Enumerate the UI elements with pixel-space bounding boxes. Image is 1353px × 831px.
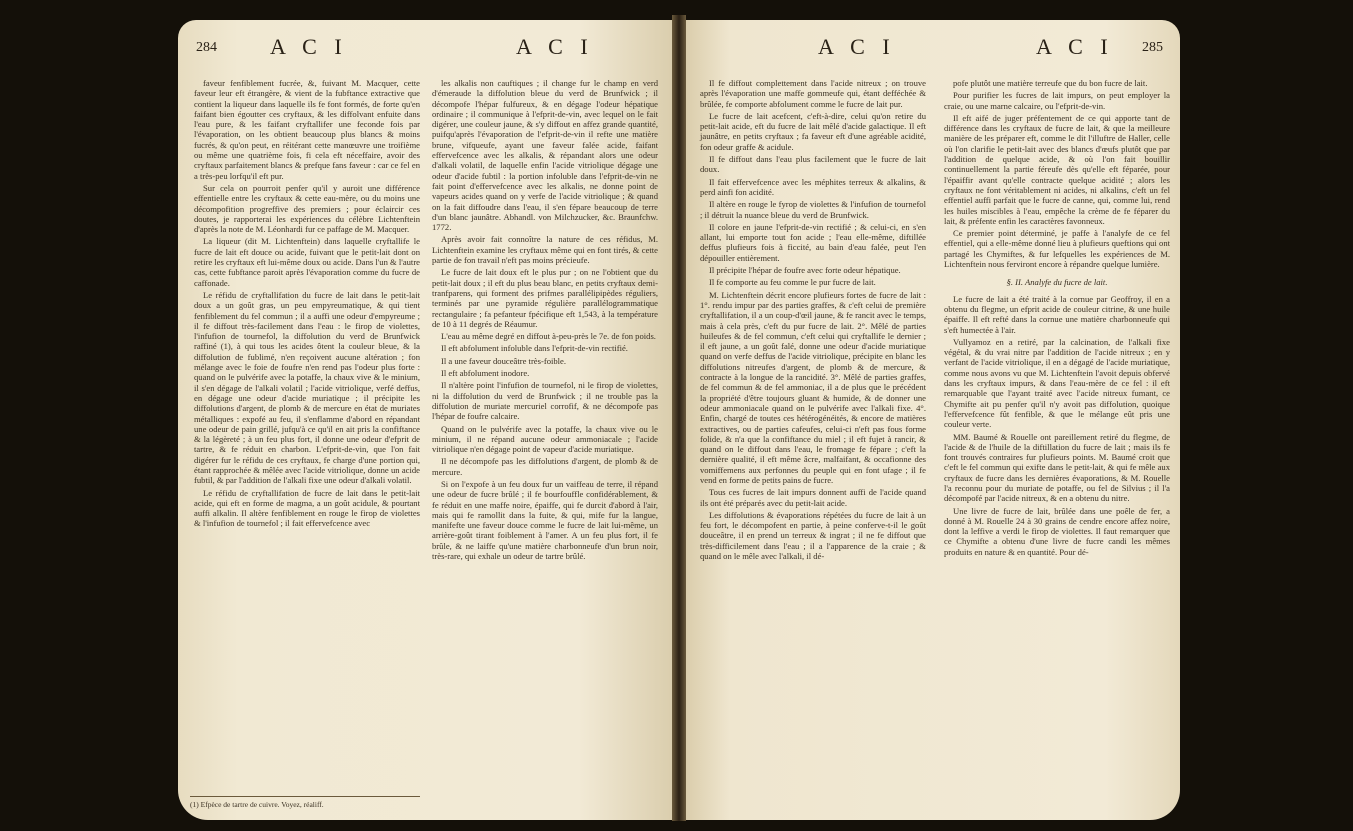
paragraph: Les diffolutions & évaporations répétées du fucre de lait à un feu fort, le décompofent en partie, à peine conferve-t-il le goût douceâtre, il en prend un terreux & ingrat ; il ne fe diffout que très-difficilement dans l'eau ; il a l'apparence de la craie ; & quand on le mêle avec l'alkali, il dé- xyxy=(700,509,926,562)
paragraph: Le fucre de lait a été traité à la cornue par Geoffroy, il en a obtenu du flegme, un efprit acide de couleur citrine, & une huile épaiffe. Il eft refté dans la cornue une matière charbonneufe qui s'eft humectée à l'air. xyxy=(944,293,1170,335)
paragraph: Le fucre de lait acefcent, c'eft-à-dire, celui qu'on retire du petit-lait acide, eft du fucre de lait mêlé d'acide galactique. Il eft jaunâtre, en petits cryftaux ; fa faveur eft d'une agréable acidité, fon odeur graffe & acidule. xyxy=(700,110,926,152)
right-running-head-2: A C I xyxy=(1036,34,1114,59)
paragraph: Le réfidu de cryftallifation de fucre de lait dans le petit-lait acide, qui eft en forme de magma, a un goût acidule, & pourtant auffi alkalin. Il altère fenfiblement en rouge le firop de violettes & l'infufion de tournefol ; il fait effervefcence avec xyxy=(194,487,420,529)
right-page-number: 285 xyxy=(1142,40,1163,55)
paragraph: M. Lichtenftein décrit encore plufieurs fortes de fucre de lait : 1°. rendu impur par des parties graffes, & c'eft celui de première cryftallifation, il a un coup-d'œil jaune, & fe rancit avec le temps, mais à cela près, c'eft du pur fucre de lait. 2°. Mêlé de parties huileufes & de fel commun, c'eft celui qui cryftallife le dernier ; il eft jaune, a un goût falé, donne une odeur d'acide muriatique quand on verfe deffus de l'acide vitriolique, précipite en blanc les diffolutions nitreufes d'argent, de plomb & de mercure, & contracte à la longue de la rancidité. 3°. Mêlé de parties graffes, de fel commun & de fel ammoniac, il a de plus que le précédent la propriété d'être toujours gluant & humide, & de donner une odeur ammoniacale quand on le pulvérife avec l'alkali fixe. 4°. Enfin, chargé de toutes ces hétérogénéités, & encore de matières extractives, ou de parties cafeufes, celui-ci n'eft pas fous forme folide, & n'a que la confiftance du miel ; il eft fujet à rancir, & quand on le diffout dans l'eau, le fromage fe fépare ; c'eft la dernière qualité, il eft même âcre, malfaifant, & occafionne des vomiffemens aux perfonnes du peuple qui en font ufage ; il fe vend en forme de petits pains de fucre. xyxy=(700,289,926,485)
paragraph: Il précipite l'hépar de foufre avec forte odeur hépatique. xyxy=(709,265,901,276)
left-column-2 xyxy=(432,78,658,778)
book-gutter xyxy=(672,15,686,821)
paragraph: Quand on le pulvérife avec la potaffe, la chaux vive ou le minium, il ne répand aucune odeur ammoniacale ; l'acide vitriolique n'en dégage point de vapeur d'acide muriatique. xyxy=(432,423,658,455)
paragraph: Il fe diffout complettement dans l'acide nitreux ; on trouve après l'évaporation une maffe gommeufe qui, étant defféchée & brûlée, fe comporte abfolument comme le fucre de lait pur. xyxy=(700,78,926,109)
paragraph: Il colore en jaune l'efprit-de-vin rectifié ; & celui-ci, en s'en allant, lui emporte tout fon acide ; l'eau elle-même, diftillée deffus plufieurs fois à ficcité, au bain d'eau falée, peut l'en dépouiller entièrement. xyxy=(700,221,926,263)
right-column-2 xyxy=(944,78,1170,778)
left-page-number: 284 xyxy=(196,40,217,55)
right-running-head: A C I xyxy=(818,34,896,59)
paragraph: Le fucre de lait doux eft le plus pur ; on ne l'obtient que du petit-lait doux ; il eft du plus beau blanc, en petits cryftaux demi-tranfparens, qui forment des prifmes parallélipipèdes réguliers, terminés par une pyramide régulière parallélogrammatique rectangulaire ; fa pefanteur fpécifique eft 1,543, à la température de 10 à 11 degrés de Réaumur. xyxy=(432,267,658,329)
paragraph: La liqueur (dit M. Lichtenftein) dans laquelle cryftallife le fucre de lait eft douce ou acide, fuivant que le petit-lait dont on retire les cryftaux eft lui-même doux ou acide. Dans l'un & l'autre cas, cette fubftance paroit après l'évaporation comme du fucre de caffonade. xyxy=(194,236,420,288)
paragraph: Ce premier point déterminé, je paffe à l'analyfe de ce fel effentiel, qui a elle-même donné lieu à plufieurs queftions qui ont partagé les Chymiftes, & fur lefquelles les expériences de M. Lichtenftein nous ferviront encore à répandre quelque lumière. xyxy=(944,228,1170,270)
paragraph: Il eft abfolument infoluble dans l'efprit-de-vin rectifié. xyxy=(441,343,628,354)
paragraph: Il eft abfolument inodore. xyxy=(441,368,530,379)
left-running-head-2: A C I xyxy=(516,34,594,59)
paragraph: Pour purifier les fucres de lait impurs, on peut employer la craie, ou une marne calcaire, ou l'efprit-de-vin. xyxy=(944,90,1170,111)
paragraph: L'eau au même degré en diffout à-peu-près le 7e. de fon poids. xyxy=(441,331,656,342)
paragraph: Tous ces fucres de lait impurs donnent auffi de l'acide quand ils ont été préparés avec du petit-lait acide. xyxy=(700,487,926,508)
paragraph: Il ne décompofe pas les diffolutions d'argent, de plomb & de mercure. xyxy=(432,456,658,477)
paragraph: Il fe diffout dans l'eau plus facilement que le fucre de lait doux. xyxy=(700,154,926,175)
right-column-1 xyxy=(700,78,926,778)
paragraph: pofe plutôt une matière terreufe que du bon fucre de lait. xyxy=(953,78,1148,88)
paragraph: Il n'altère point l'infufion de tournefol, ni le firop de violettes, ni la diffolution du verd de Brunfwick ; il ne trouble pas la diffolution de muriate mercuriel corrofif, & ne décompofe pas l'hépar de foufre calcaire. xyxy=(432,380,658,422)
paragraph: Le réfidu de cryftallifation du fucre de lait dans le petit-lait doux a un goût gras, un peu empyreumatique, & qui tient fenfiblement du fel commun ; il a auffi une odeur d'empyreume ; il fe diffout très-facilement dans l'eau : le firop de violettes, l'infufion de tournefol, la diffolution du verd de Brunfwick raffiné (1), à qui tous les acides ôtent la couleur bleue, & la diffolution de fublimé, n'en reçoivent aucune altération ; fon mélange avec le foie de foufre n'en rend pas l'odeur plus forte : quand on le pulvérife avec la potaffe, la chaux vive & le minium, il s'en dégage de l'alkali volatil ; l'acide vitriolique, verfé deffus, en dégage une odeur d'acide muriatique ; il précipite les diffolutions d'argent, de plomb & de mercure en état de muriates métalliques : expofé au feu, il s'enflamme d'abord en répandant une odeur de pain grillé, jufqu'à ce qu'il en ait pris la confiftance & la légèreté ; à un feu plus fort, il donne une odeur d'efprit de tartre, & fe réduit en charbon. L'efprit-de-vin, que l'on fait digérer fur le réfidu de ces cryftaux, fe charge d'une portion qui, étant rapprochée & mêlée avec l'acide vitriolique, donne un acide fubtil, & par l'addition de l'alkali fixe une odeur d'alkali volatil. xyxy=(194,289,420,486)
paragraph: les alkalis non cauftiques ; il change fur le champ en verd d'émeraude la diffolution bleue du verd de Brunfwick ; il décompofe l'hépar fulfureux, & en dégage l'odeur hépatique ordinaire ; il communique à l'efprit-de-vin, avec lequel on le fait digérer, une couleur jaune, & s'y diffout en affez grande quantité, puifqu'après l'évaporation de l'efprit-de-vin il refte une matière brune, vifqueufe, ayant une faveur falée acide, faifant effervefcence avec les alkalis, & répandant alors une odeur d'alkali volatil, de laquelle enfin l'acide vitriolique dégage une odeur d'acide fubtil : la portion infoluble dans l'efprit-de-vin ne fait point d'effervefcence avec les alkalis, ne donne point de vapeurs acides quand on y verfe de l'acide vitriolique ; & quand on la fait diffoudre dans l'eau, il s'en fépare beaucoup de terre d'un blanc jaunâtre. Abhandl. von Milchzucker, &c. Braunfchw. 1772. xyxy=(432,78,658,233)
paragraph: Si on l'expofe à un feu doux fur un vaiffeau de terre, il répand une odeur de fucre brûlé ; il fe bourfouffle confidérablement, & fe réduit en une maffe noire, épaiffe, qui fe durcit d'abord à l'air, mais qui fe ramollit dans la fuite, & qui, mife fur la langue, manifefte une faveur douce comme le fucre de lait lui-même, un arrière-goût tirant foiblement à l'amer. A un feu plus fort, il fe brûle, & ne laiffe qu'une matière charbonneufe d'un brun noir, très-rare, qui exhale un odeur de tartre brûlé. xyxy=(432,478,658,562)
paragraph: Il altère en rouge le fyrop de violettes & l'infufion de tournefol ; il détruit la nuance bleue du verd de Brunfwick. xyxy=(700,199,926,220)
paragraph: Il fait effervefcence avec les méphites terreux & alkalins, & perd ainfi fon acidité. xyxy=(700,176,926,197)
left-running-head: A C I xyxy=(270,34,348,59)
paragraph: faveur fenfiblement fucrée, &, fuivant M. Macquer, cette faveur leur eft étrangère, & vient de la fubftance extractive que contient la liqueur dans laquelle ils fe font formés, de forte qu'en faifant bien égoutter ces cryftaux, & les diffolvant enfuite dans l'eau pure, & les faifant cryftallifer une feconde fois par l'évaporation, on les obtient beaucoup plus blancs & moins fucrés, & qu'on peut, en réitérant cette manœuvre une troifième ou même une quatrième fois, fi cela eft néceffaire, avoir des cryftaux parfaitement blancs & prefque fans faveur : car ce fel en a très-peu lorfqu'il eft pur. xyxy=(194,78,420,181)
paragraph: Il fe comporte au feu comme le pur fucre de lait. xyxy=(709,277,876,288)
footnote: (1) Efpèce de tartre de cuivre. Voyez, réaliff. xyxy=(190,796,420,809)
paragraph: MM. Baumé & Rouelle ont pareillement retiré du flegme, de l'acide & de l'huile de la diftillation du fucre de lait ; mais ils fe font trouvés contraires fur plufieurs points. M. Baumé croit que c'eft le fel commun qui exifte dans le petit-lait, & qui fe mêle aux cryftaux de fucre dans les dernières évaporations, & M. Rouelle l'a reconnu pour du muriate de potaffe, ou fel de Silvius ; il l'a décompofé par l'acide nitreux, & en a obtenu du nitre. xyxy=(944,431,1170,504)
paragraph: §. II. Analyfe du fucre de lait. xyxy=(1006,277,1108,288)
paragraph: Il a une faveur douceâtre très-foible. xyxy=(441,355,567,366)
left-column-1 xyxy=(194,78,420,700)
paragraph: Après avoir fait connoître la nature de ces réfidus, M. Lichtenftein examine les cryftaux même qui en font tirés, & cette partie de fon travail n'eft pas moins précieufe. xyxy=(432,234,658,266)
paragraph: Vullyamoz en a retiré, par la calcination, de l'alkali fixe végétal, & du vrai nitre par l'addition de l'acide nitreux ; en y verfant de l'acide vitriolique, il en a dégagé de l'acide muriatique, comme nous avons vu que M. Lichtenftein l'avoit depuis obfervé dans les cryftaux impurs, & dans l'eau-mère de ce fel : il eft remarquable que l'ayant traité avec l'acide nitreux fumant, ce Chymifte ait pu penfer qu'il n'y avoit pas diffolution, quoique l'effervefcence fût fenfible, & que le mélange eût pris une couleur verte. xyxy=(944,336,1170,430)
paragraph: Une livre de fucre de lait, brûlée dans une poêle de fer, a donné à M. Rouelle 24 à 30 grains de cendre encore affez noire, dont la leffive a verdi le firop de violettes. Il faut remarquer que ce Chymifte a obtenu d'une livre de fucre candi les mêmes produits en nature & en quantité. Pour dé- xyxy=(944,505,1170,557)
paragraph: Il eft aifé de juger préfentement de ce qui apporte tant de différence dans les cryftaux de fucre de lait, & que la meilleure manière de les préparer eft, comme le dit l'illuftre de Haller, celle où l'on clarifie le petit-lait avec des blancs d'œufs plutôt que par l'addition de quelque acide, & où l'on fait bouillir continuellement la partie féreufe dès qu'elle eft féparée, pour l'épaiffir avant qu'elle contracte quelque acidité ; alors les cryftaux ne font véritablement ni acides, ni alkalins, c'eft un fel effentiel auffi parfait que le fucre de canne, qui, comme lui, rend les huiles miscibles à l'eau, empêche la crème de fe féparer du lait, & préfente enfin les caractères favonneux. xyxy=(944,112,1170,226)
paragraph: Sur cela on pourroit penfer qu'il y auroit une différence effentielle entre les cryftaux & cette eau-mère, ou du moins une décompofition progreffive des premiers ; pour éclaircir ces doutes, je rapporterai les expériences du célèbre Lichtenftein d'après la note de M. Léonhardi fur ce paffage de M. Macquer. xyxy=(194,182,420,235)
